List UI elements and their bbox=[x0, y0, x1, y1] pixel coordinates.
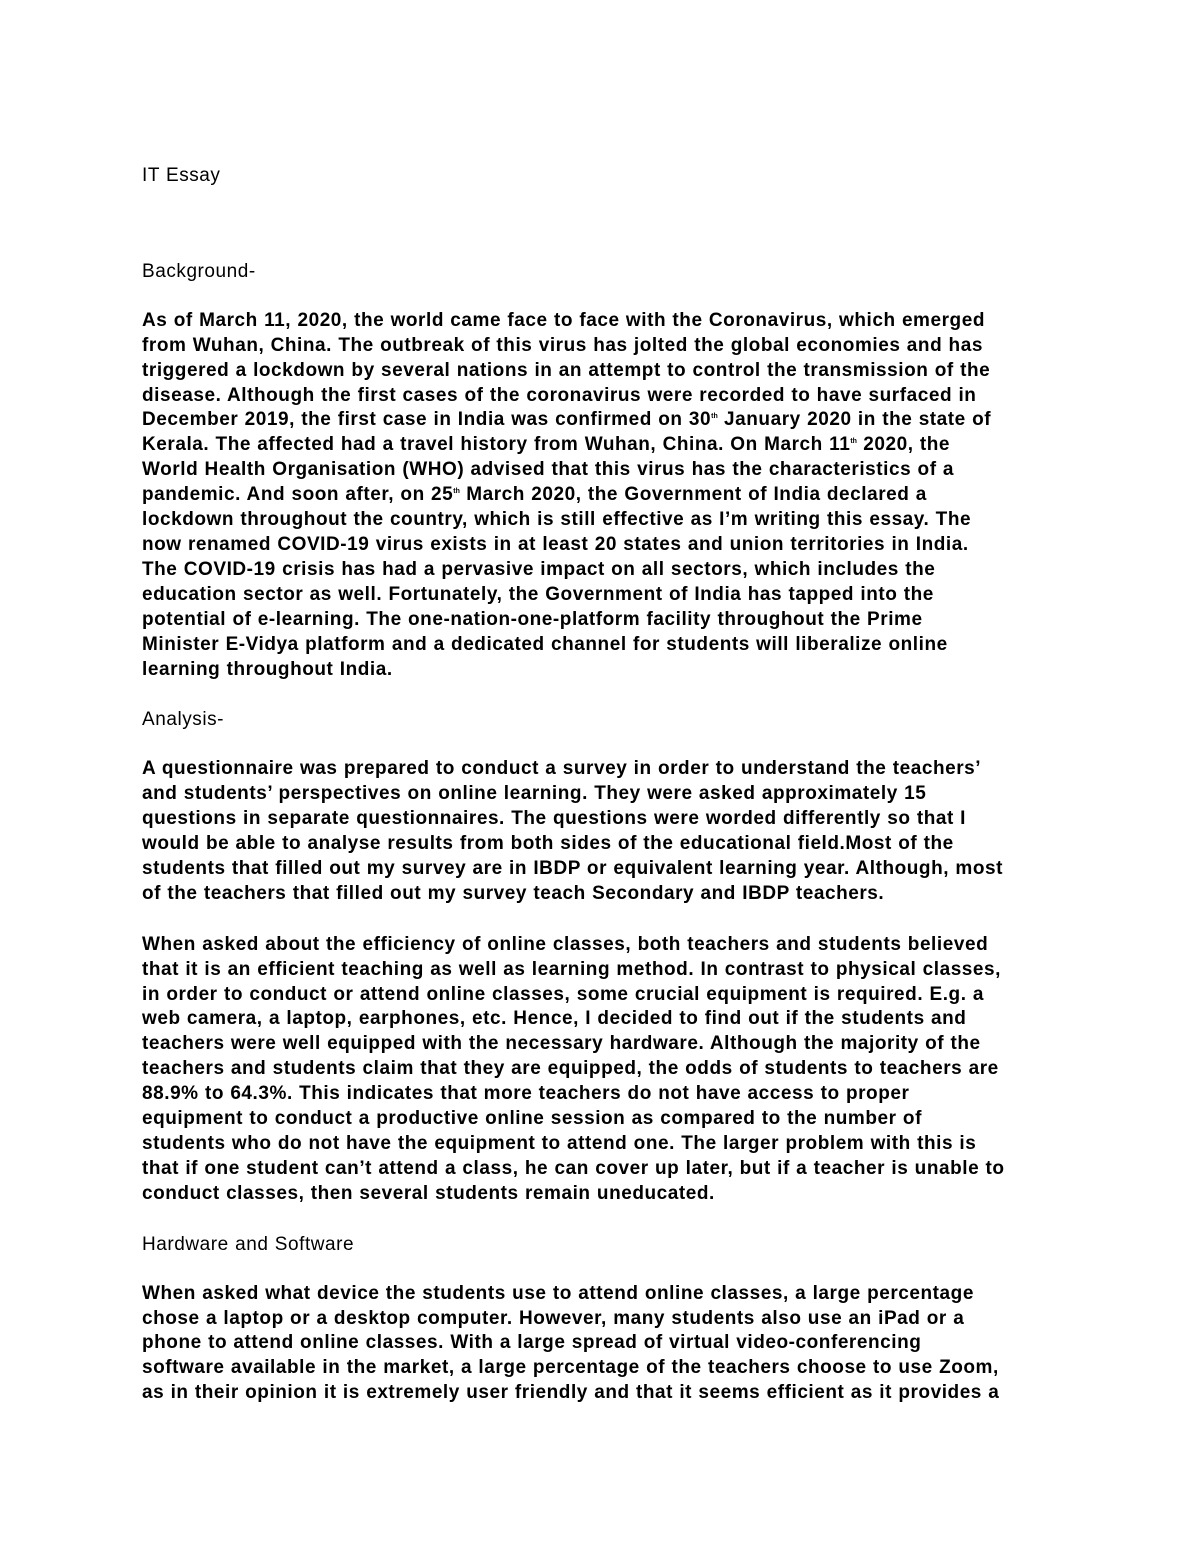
paragraph-line: Minister E-Vidya platform and a dedicated channel for students will liberalize online bbox=[142, 633, 948, 655]
paragraph-line: World Health Organisation (WHO) advised that this virus has the characteristics of a bbox=[142, 459, 955, 481]
paragraph-line: from Wuhan, China. The outbreak of this virus has jolted the global economies and has bbox=[142, 334, 983, 356]
spacer bbox=[142, 285, 1062, 309]
section-heading-analysis: Analysis- bbox=[142, 709, 225, 731]
line-text: December 2019, the first case in India was confirmed on 30 bbox=[142, 409, 712, 431]
paragraph-line: teachers and students claim that they are equipped, the odds of students to teachers are bbox=[142, 1058, 999, 1080]
section-heading-hardware-software: Hardware and Software bbox=[142, 1233, 355, 1255]
paragraph-line: lockdown throughout the country, which is still effective as I’m writing this essay. The bbox=[142, 509, 972, 531]
paragraph-line: that it is an efficient teaching as well as learning method. In contrast to physical classes, bbox=[142, 958, 1001, 980]
paragraph-line: disease. Although the first cases of the coronavirus were recorded to have surfaced in bbox=[142, 384, 977, 406]
paragraph-line: equipment to conduct a productive online session as compared to the number of bbox=[142, 1108, 922, 1130]
analysis-paragraph-1 bbox=[142, 757, 1062, 906]
background-paragraph bbox=[142, 309, 1062, 683]
paragraph-line bbox=[142, 408, 1062, 433]
document-page bbox=[142, 164, 1062, 1406]
paragraph-line: As of March 11, 2020, the world came face to face with the Coronavirus, which emerged bbox=[142, 309, 985, 331]
section-heading-background: Background- bbox=[142, 260, 256, 282]
paragraph-line: triggered a lockdown by several nations in an attempt to control the transmission of the bbox=[142, 359, 991, 381]
ordinal-suffix: th bbox=[453, 488, 460, 496]
paragraph-line: The COVID-19 crisis has had a pervasive impact on all sectors, which includes the bbox=[142, 558, 936, 580]
spacer bbox=[142, 733, 1062, 757]
paragraph-line: potential of e-learning. The one-nation-one-platform facility throughout the Prime bbox=[142, 608, 923, 630]
paragraph-line: When asked about the efficiency of online classes, both teachers and students believed bbox=[142, 933, 989, 955]
paragraph-line: chose a laptop or a desktop computer. However, many students also use an iPad or a bbox=[142, 1307, 965, 1329]
paragraph-line: learning throughout India. bbox=[142, 658, 393, 680]
paragraph-line: 88.9% to 64.3%. This indicates that more teachers do not have access to proper bbox=[142, 1083, 910, 1105]
paragraph-line: students who do not have the equipment to attend one. The larger problem with this is bbox=[142, 1133, 977, 1154]
line-text: Kerala. The affected had a travel history from Wuhan, China. On March 11 bbox=[142, 434, 851, 456]
ordinal-suffix: th bbox=[711, 413, 718, 421]
paragraph-line bbox=[142, 433, 1062, 458]
hardware-software-paragraph bbox=[142, 1282, 1062, 1407]
spacer bbox=[142, 1207, 1062, 1233]
spacer bbox=[142, 1258, 1062, 1282]
paragraph-line: as in their opinion it is extremely user friendly and that it seems efficient as it provides a bbox=[142, 1382, 1000, 1404]
paragraph-line: would be able to analyse results from both sides of the educational field.Most of the bbox=[142, 833, 954, 855]
paragraph-line: and students’ perspectives on online learning. They were asked approximately 15 bbox=[142, 783, 927, 805]
paragraph-line: now renamed COVID-19 virus exists in at least 20 states and union territories in India. bbox=[142, 533, 969, 555]
ordinal-suffix: th bbox=[850, 438, 857, 446]
line-text: 2020, the bbox=[856, 434, 951, 456]
paragraph-line: web camera, a laptop, earphones, etc. Hence, I decided to find out if the students and bbox=[142, 1008, 967, 1030]
line-text: January 2020 in the state of bbox=[717, 409, 992, 431]
line-text: March 2020, the Government of India declared a bbox=[459, 484, 927, 506]
paragraph-line: teachers were well equipped with the necessary hardware. Although the majority of the bbox=[142, 1033, 981, 1055]
paragraph-line: of the teachers that filled out my survey teach Secondary and IBDP teachers. bbox=[142, 882, 885, 904]
document-title: IT Essay bbox=[142, 165, 221, 186]
paragraph-line: A questionnaire was prepared to conduct a survey in order to understand the teachers’ bbox=[142, 758, 982, 780]
line-text: pandemic. And soon after, on 25 bbox=[142, 484, 454, 506]
paragraph-line: students that filled out my survey are in IBDP or equivalent learning year. Although, most bbox=[142, 857, 1003, 879]
paragraph-line: questions in separate questionnaires. The questions were worded differently so that I bbox=[142, 808, 967, 830]
paragraph-line: software available in the market, a large percentage of the teachers choose to use Zoom, bbox=[142, 1357, 999, 1379]
spacer bbox=[142, 682, 1062, 708]
paragraph-line: in order to conduct or attend online classes, some crucial equipment is required. E.g. a bbox=[142, 983, 984, 1005]
paragraph-line: education sector as well. Fortunately, the Government of India has tapped into the bbox=[142, 583, 934, 605]
paragraph-line: conduct classes, then several students remain uneducated. bbox=[142, 1182, 715, 1204]
analysis-paragraph-2 bbox=[142, 933, 1062, 1207]
paragraph-line: When asked what device the students use to attend online classes, a large percentage bbox=[142, 1282, 974, 1304]
paragraph-line: that if one student can’t attend a class, he can cover up later, but if a teacher is unable to bbox=[142, 1157, 1005, 1179]
paragraph-line bbox=[142, 483, 1062, 508]
paragraph-line: phone to attend online classes. With a large spread of virtual video-conferencing bbox=[142, 1332, 922, 1354]
spacer bbox=[142, 907, 1062, 933]
spacer bbox=[142, 189, 1062, 260]
